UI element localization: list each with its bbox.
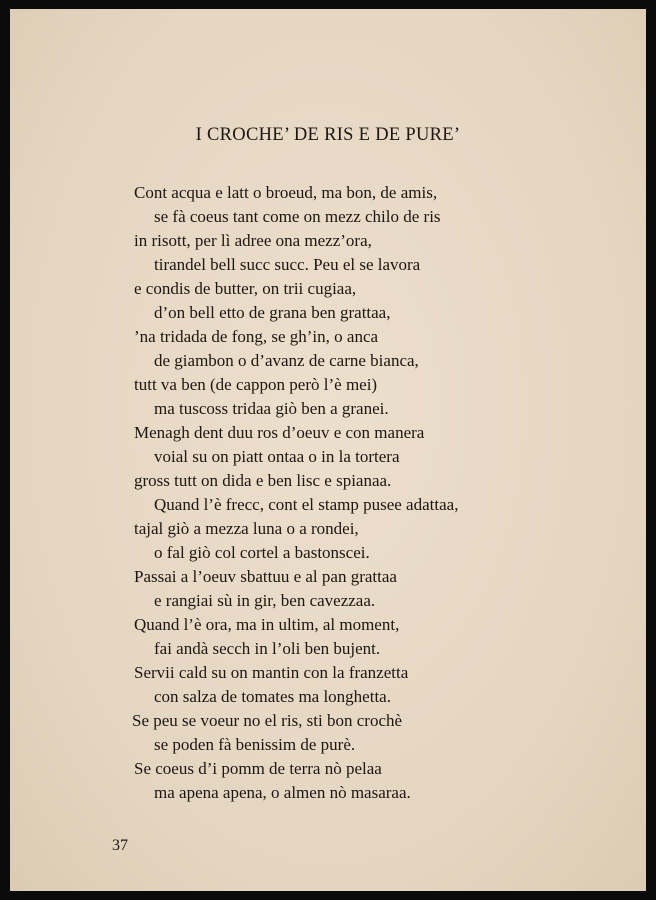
- poem-line: ma apena apena, o almen nò masaraa.: [154, 783, 411, 802]
- poem-title: I CROCHE’ DE RIS E DE PURE’: [195, 125, 461, 145]
- poem-line: ’na tridada de fong, se gh’in, o anca: [134, 327, 379, 346]
- poem-line: gross tutt on dida e ben lisc e spianaa.: [134, 471, 392, 490]
- poem-line: tirandel bell succ succ. Peu el se lavora: [154, 255, 421, 274]
- poem-line: Quand l’è frecc, cont el stamp pusee adattaa,: [154, 495, 459, 514]
- poem-line: de giambon o d’avanz de carne bianca,: [154, 351, 419, 370]
- poem-line: Quand l’è ora, ma in ultim, al moment,: [134, 615, 400, 634]
- poem-line: e condis de butter, on trii cugiaa,: [134, 279, 357, 298]
- poem-line: e rangiai sù in gir, ben cavezzaa.: [154, 591, 376, 610]
- poem-line: Passai a l’oeuv sbattuu e al pan grattaa: [134, 567, 397, 586]
- poem-line: d’on bell etto de grana ben grattaa,: [154, 303, 391, 322]
- poem-line: Menagh dent duu ros d’oeuv e con manera: [134, 423, 425, 442]
- poem-line: Se peu se voeur no el ris, sti bon crochè: [132, 711, 403, 730]
- page-number: 37: [112, 837, 128, 854]
- poem-line: tajal giò a mezza luna o a rondei,: [134, 519, 359, 538]
- poem-body: [10, 9, 646, 891]
- poem-line: o fal giò col cortel a bastonscei.: [154, 543, 370, 562]
- poem-line: se fà coeus tant come on mezz chilo de ris: [154, 207, 441, 226]
- poem-line: fai andà secch in l’oli ben bujent.: [154, 639, 381, 658]
- poem-line: Cont acqua e latt o broeud, ma bon, de amis,: [134, 183, 438, 202]
- poem-line: tutt va ben (de cappon però l’è mei): [134, 375, 378, 394]
- poem-line: con salza de tomates ma longhetta.: [154, 687, 391, 706]
- poem-line: in risott, per lì adree ona mezz’ora,: [134, 231, 372, 250]
- poem-line: Se coeus d’i pomm de terra nò pelaa: [134, 759, 382, 778]
- book-page: [10, 9, 646, 891]
- poem-line: se poden fà benissim de purè.: [154, 735, 356, 754]
- poem-line: voial su on piatt ontaa o in la tortera: [154, 447, 400, 466]
- poem-line: Servii cald su on mantin con la franzetta: [134, 663, 409, 682]
- poem-line: ma tuscoss tridaa giò ben a granei.: [154, 399, 389, 418]
